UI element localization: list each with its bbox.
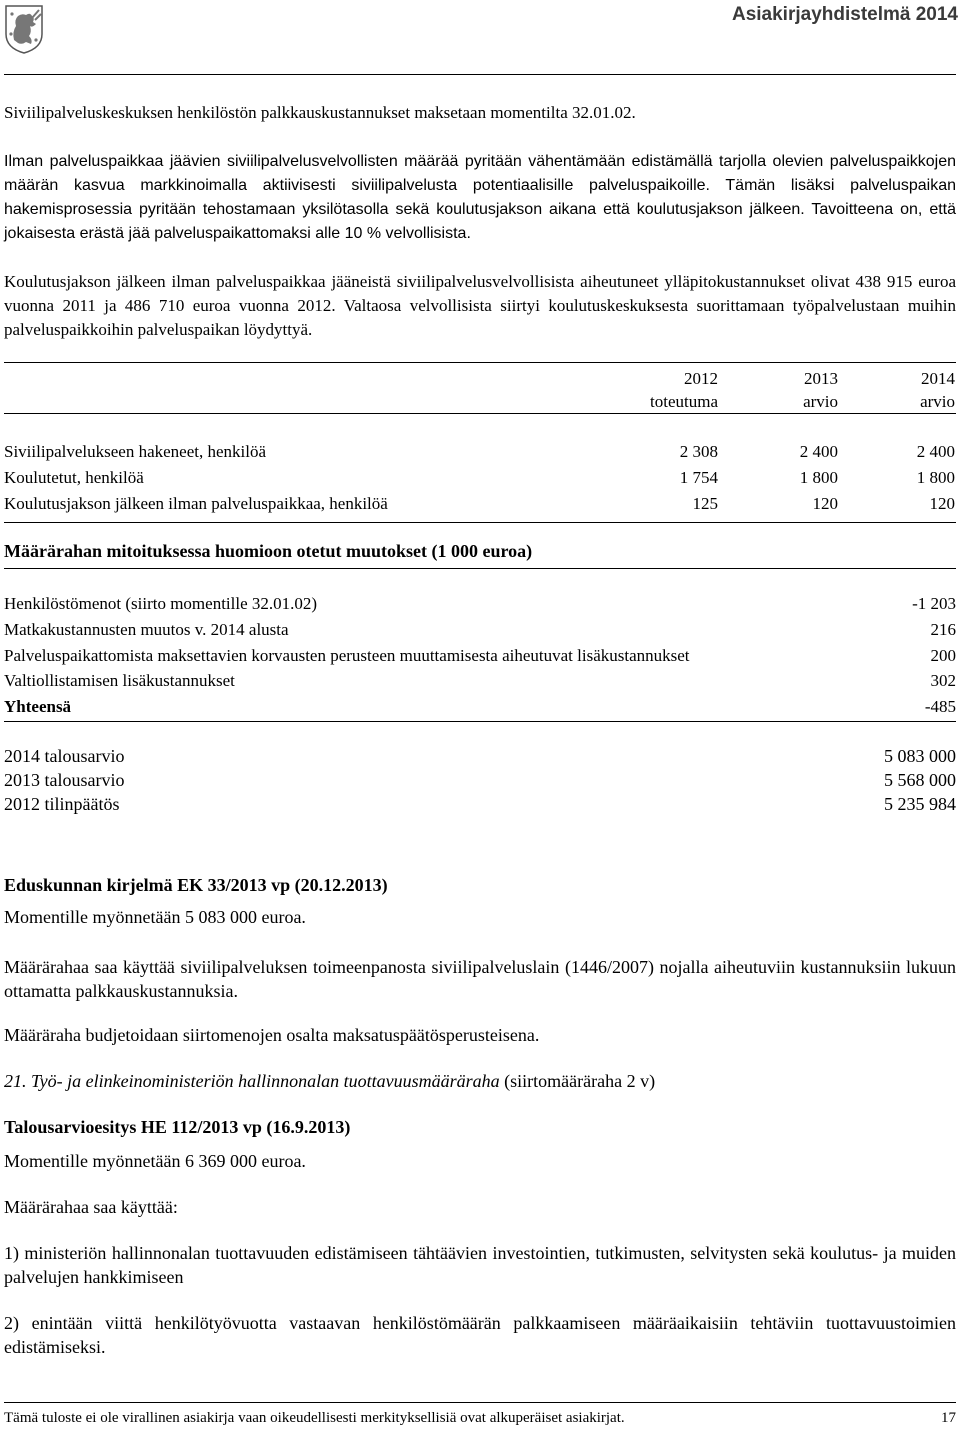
change-value: 216 (930, 620, 956, 639)
change-label: Henkilöstömenot (siirto momentille 32.01.02) (4, 594, 318, 613)
row-value-2013: 2 400 (799, 442, 838, 461)
eduskunta-paragraph-2: Määrärahaa saa käyttää siviilipalveluksen toimeenpanosta siviilipalveluslain (1446/2007) nojalla aiheutuviin kustannuksiin lukuun ottamatta palkkauskustannuksia. (4, 957, 956, 1001)
change-label: Matkakustannusten muutos v. 2014 alusta (4, 620, 289, 639)
table-header-rule (4, 413, 956, 414)
footer-disclaimer: Tämä tuloste ei ole virallinen asiakirja vaan oikeudellisesti merkityksellisiä ovat alkuperäiset asiakirjat. (4, 1410, 625, 1426)
eduskunta-paragraph-3: Määräraha budjetoidaan siirtomenojen osalta maksatuspäätösperusteisena. (4, 1025, 540, 1045)
change-value: 200 (930, 646, 956, 665)
intro-paragraph-3: Koulutusjakson jälkeen ilman palveluspaikkaa jääneistä siviilipalvelusvelvollisista aiheutuneet ylläpitokustannukset olivat 438 915 euroa vuonna 2011 ja 486 710 euroa vuonna 2012. Valtaosa velvollisista siirtyi koulutuskeskuksesta suorittamaan työpalvelustaan muihin palveluspaikkoihin palveluspaikan löydyttyä. (4, 272, 956, 339)
intro-paragraph-1: Siviilipalveluskeskuksen henkilöstön palkkauskustannukset maksetaan momentilta 32.01.02. (4, 103, 636, 122)
page-number: 17 (941, 1410, 956, 1426)
changes-bottom-rule (4, 721, 956, 722)
col-header-sub-2013: arvio (803, 392, 838, 411)
row-value-2013: 120 (812, 494, 838, 513)
changes-top-rule (4, 568, 956, 569)
eduskunta-heading: Eduskunnan kirjelmä EK 33/2013 vp (20.12.2013) (4, 875, 388, 895)
section-21-item-1: 1) ministeriön hallinnonalan tuottavuuden edistämiseen tähtäävien investointien, tutkimusten, selvitysten sekä koulutus- ja muiden palvelujen hankkimiseen (4, 1243, 956, 1287)
budget-value: 5 235 984 (884, 794, 956, 814)
row-value-2012: 1 754 (679, 468, 718, 487)
row-value-2014: 1 800 (916, 468, 955, 487)
row-label: Koulutetut, henkilöä (4, 468, 144, 487)
change-label: Palveluspaikattomista maksettavien korvausten perusteen muuttamisesta aiheutuvat lisäkustannukset (4, 646, 690, 665)
row-value-2012: 2 308 (679, 442, 718, 461)
section-21-item-2: 2) enintään viittä henkilötyövuotta vastaavan henkilöstömäärän palkkaamiseen määräaikaisiin tehtäviin tuottavuustoimien edistämiseksi. (4, 1313, 956, 1357)
table-bottom-rule (4, 522, 956, 523)
changes-heading: Määrärahan mitoituksessa huomioon otetut muutokset (1 000 euroa) (4, 541, 533, 561)
footer-rule (4, 1402, 956, 1403)
section-21-title (4, 1069, 655, 1093)
row-value-2014: 120 (929, 494, 955, 513)
section-21-name: Työ- ja elinkeinoministeriön hallinnonalan tuottavuusmääräraha (31, 1071, 500, 1091)
row-label: Koulutusjakson jälkeen ilman palveluspaikkaa, henkilöä (4, 494, 388, 513)
col-header-year-2014: 2014 (921, 369, 955, 388)
change-value: 302 (930, 671, 956, 690)
eduskunta-paragraph-1: Momentille myönnetään 5 083 000 euroa. (4, 907, 306, 927)
col-header-sub-2014: arvio (920, 392, 955, 411)
header-rule (4, 74, 956, 75)
budget-label: 2013 talousarvio (4, 770, 125, 790)
change-value: -1 203 (912, 594, 956, 613)
row-value-2012: 125 (692, 494, 718, 513)
total-value: -485 (924, 697, 956, 716)
budget-value: 5 083 000 (884, 746, 956, 766)
section-21-number: 21. (4, 1071, 27, 1091)
section-21-paragraph-2: Määrärahaa saa käyttää: (4, 1197, 178, 1217)
finnish-lion-emblem-icon (2, 4, 46, 54)
section-21-paragraph-1: Momentille myönnetään 6 369 000 euroa. (4, 1151, 306, 1171)
row-value-2013: 1 800 (799, 468, 838, 487)
change-label: Valtiollistamisen lisäkustannukset (4, 671, 235, 690)
budget-label: 2012 tilinpäätös (4, 794, 120, 814)
table-top-rule (4, 362, 956, 363)
total-label: Yhteensä (4, 697, 72, 716)
budget-value: 5 568 000 (884, 770, 956, 790)
intro-paragraph-2: Ilman palveluspaikkaa jäävien siviilipalvelusvelvollisten määrää pyritään vähentämään edistämällä tarjolla olevien palveluspaikkojen määrän kasvua markkinoimalla aktiivisesti siviilipalvelusta potentiaalisille palveluspaikoille. Tämän lisäksi palveluspaikan hakemisprosessia pyritään tehostamaan yksilötasolla sekä koulutusjakson aikana että koulutusjakson jälkeen. Tavoitteena on, että jokaisesta erästä jää palveluspaikattomaksi alle 10 % velvollisista. (4, 153, 956, 242)
he-heading: Talousarvioesitys HE 112/2013 vp (16.9.2013) (4, 1117, 351, 1137)
row-value-2014: 2 400 (916, 442, 955, 461)
budget-label: 2014 talousarvio (4, 746, 125, 766)
col-header-year-2013: 2013 (804, 369, 838, 388)
row-label: Siviilipalvelukseen hakeneet, henkilöä (4, 442, 267, 461)
document-collection-title: Asiakirjayhdistelmä 2014 (731, 4, 958, 25)
col-header-sub-2012: toteutuma (650, 392, 718, 411)
col-header-year-2012: 2012 (684, 369, 718, 388)
section-21-appropriation-type: (siirtomääräraha 2 v) (504, 1071, 656, 1091)
